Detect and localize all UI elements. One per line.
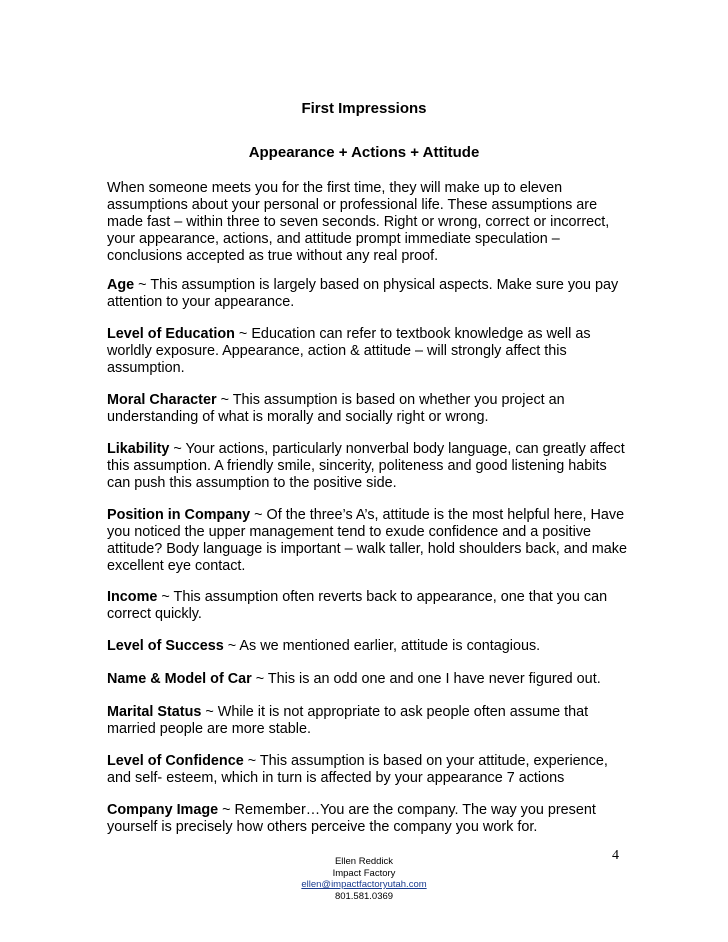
assumption-term: Level of Success (107, 638, 224, 654)
footer-phone: 801.581.0369 (334, 890, 394, 902)
page-title: First Impressions (301, 100, 427, 117)
page-subtitle: Appearance + Actions + Attitude (248, 144, 480, 161)
assumption-text: ~ Your actions, particularly nonverbal body language, can greatly affect this assumption. A friendly smile, sincerity, politeness and good listening habits can push this assumption to the positive side. (107, 441, 625, 491)
assumption-marital-status (107, 704, 629, 738)
assumption-term: Level of Confidence (107, 753, 244, 769)
assumption-income (107, 589, 629, 623)
assumption-term: Position in Company (107, 507, 251, 523)
assumption-text: ~ Education can refer to textbook knowledge as well as worldly exposure. Appearance, action & attitude – will strongly affect this assumption. (107, 326, 591, 376)
assumption-moral-character (107, 392, 629, 426)
footer-email-link[interactable]: ellen@impactfactoryutah.com (301, 879, 427, 890)
assumption-term: Age (107, 277, 135, 293)
assumption-position (107, 507, 629, 575)
intro-paragraph: When someone meets you for the first time, they will make up to eleven assumptions about your personal or professional life. These assumptions are made fast – within three to seven seconds. Right or wrong, correct or incorrect, your appearance, actions, and attitude prompt immediate speculation – conclusions accepted as true without any real proof. (107, 180, 610, 264)
assumption-success (107, 638, 629, 655)
footer-company: Impact Factory (332, 867, 396, 879)
assumption-text: ~ While it is not appropriate to ask people often assume that married people are more stable. (107, 704, 589, 737)
assumption-term: Level of Education (107, 326, 235, 342)
assumption-term: Moral Character (107, 392, 217, 408)
assumption-term: Name & Model of Car (107, 671, 252, 687)
page-footer (0, 856, 728, 902)
footer-name: Ellen Reddick (334, 856, 394, 867)
assumption-text: ~ Remember…You are the company. The way you present yourself is precisely how others perceive the company you work for. (107, 802, 596, 835)
assumption-confidence (107, 753, 629, 787)
assumption-text: ~ This is an odd one and one I have never figured out. (251, 671, 601, 687)
assumption-text: ~ This assumption is based on whether you project an understanding of what is morally and socially right or wrong. (107, 392, 565, 425)
assumption-age (107, 277, 629, 311)
assumption-company-image (107, 802, 629, 836)
assumption-text: ~ As we mentioned earlier, attitude is contagious. (223, 638, 541, 654)
assumption-text: ~ Of the three’s A’s, attitude is the most helpful here, Have you noticed the upper management tend to exude confidence and a positive attitude? Body language is important – walk taller, hold shoulders back, and make excellent eye contact. (107, 507, 627, 574)
assumption-term: Likability (107, 441, 170, 457)
assumption-likability (107, 441, 629, 492)
assumption-term: Marital Status (107, 704, 202, 720)
assumption-term: Income (107, 589, 158, 605)
assumption-text: ~ This assumption is largely based on physical aspects. Make sure you pay attention to your appearance. (107, 277, 619, 310)
page-number: 4 (612, 848, 619, 863)
assumption-text: ~ This assumption is based on your attitude, experience, and self- esteem, which in turn is affected by your appearance 7 actions (107, 753, 608, 786)
assumption-text: ~ This assumption often reverts back to appearance, one that you can correct quickly. (107, 589, 608, 622)
assumption-education (107, 326, 629, 377)
assumption-term: Company Image (107, 802, 219, 818)
assumption-car (107, 671, 629, 688)
